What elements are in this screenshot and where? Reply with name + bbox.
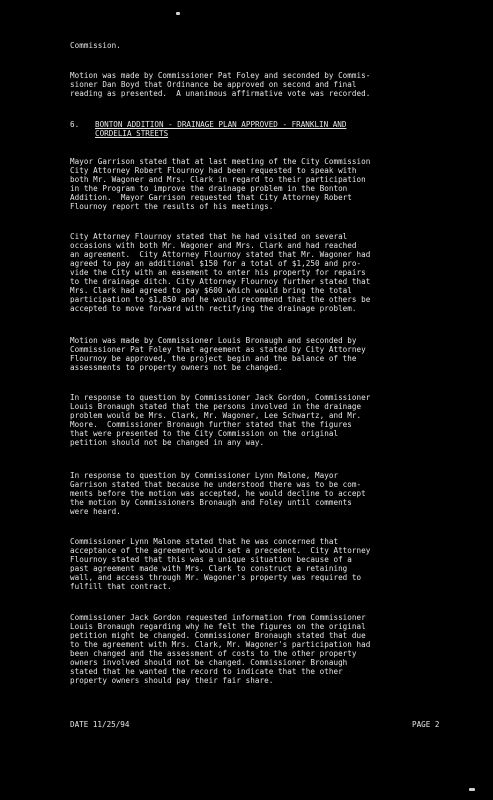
- page-number: PAGE 2: [412, 720, 440, 729]
- paragraph-line: Addition. Mayor Garrison requested that City Attorney Robert: [70, 193, 352, 202]
- page-date: DATE 11/25/94: [70, 720, 130, 729]
- paragraph-line: Louis Bronaugh stated that the persons involved in the drainage: [70, 402, 362, 411]
- paragraph-line: Commissioner Lynn Malone stated that he was concerned that: [70, 537, 339, 546]
- paragraph-line: In response to question by Commissioner Lynn Malone, Mayor: [70, 471, 339, 480]
- motion-line: Motion was made by Commissioner Pat Foley and seconded by Commis-: [70, 71, 371, 80]
- section-heading: BONTON ADDITION - DRAINAGE PLAN APPROVED - FRANKLIN AND: [95, 120, 347, 129]
- paragraph-line: accepted to move forward with rectifying the drainage problem.: [70, 304, 357, 313]
- paragraph-line: Flournoy be approved, the project begin and the balance of the: [70, 354, 357, 363]
- paragraph-line: Garrison stated that because he understood there was to be com-: [70, 480, 362, 489]
- scan-speck: [176, 12, 180, 15]
- paragraph-line: Mayor Garrison stated that at last meeting of the City Commission: [70, 157, 371, 166]
- paragraph-line: to the agreement with Mrs. Clark, Mr. Wagoner's participation had: [70, 640, 371, 649]
- paragraph-line: both Mr. Wagoner and Mrs. Clark in regard to their participation: [70, 175, 366, 184]
- paragraph-line: the motion by Commissioners Bronaugh and Foley until comments: [70, 498, 352, 507]
- paragraph-line: an agreement. City Attorney Flournoy stated that Mr. Wagoner had: [70, 250, 371, 259]
- scan-speck: [469, 788, 475, 791]
- motion-line: sioner Dan Boyd that Ordinance be approved on second and final: [70, 80, 357, 89]
- motion-line: reading as presented. A unanimous affirmative vote was recorded.: [70, 89, 371, 98]
- paragraph-line: fulfill that contract.: [70, 582, 172, 591]
- paragraph-line: owners involved should not be changed. Commissioner Bronaugh: [70, 658, 348, 667]
- section-heading: CORDELIA STREETS: [95, 129, 169, 138]
- paragraph-line: Mrs. Clark had agreed to pay $600 which would bring the total: [70, 286, 352, 295]
- paragraph-line: to the drainage ditch. City Attorney Flournoy further stated that: [70, 277, 371, 286]
- paragraph-line: City Attorney Robert Flournoy had been requested to speak with: [70, 166, 357, 175]
- paragraph-line: property owners should pay their fair share.: [70, 676, 274, 685]
- paragraph-line: in the Program to improve the drainage problem in the Bonton: [70, 184, 348, 193]
- paragraph-line: ments before the motion was accepted, he would decline to accept: [70, 489, 366, 498]
- paragraph-line: were heard.: [70, 507, 121, 516]
- paragraph-line: participation to $1,850 and he would recommend that the others be: [70, 295, 371, 304]
- paragraph-line: been changed and the assessment of costs to the other property: [70, 649, 357, 658]
- paragraph-line: stated that he wanted the record to indicate that the other: [70, 667, 343, 676]
- paragraph-line: Motion was made by Commissioner Louis Bronaugh and seconded by: [70, 336, 357, 345]
- paragraph-line: Flournoy stated that this was a unique situation because of a: [70, 555, 352, 564]
- paragraph-line: Commissioner Pat Foley that agreement as stated by City Attorney: [70, 345, 366, 354]
- paragraph-line: vide the City with an easement to enter his property for repairs: [70, 268, 366, 277]
- paragraph-line: past agreement made with Mrs. Clark to construct a retaining: [70, 564, 348, 573]
- paragraph-line: Moore. Commissioner Bronaugh further stated that the figures: [70, 420, 352, 429]
- paragraph-line: City Attorney Flournoy stated that he had visited on several: [70, 232, 348, 241]
- paragraph-line: acceptance of the agreement would set a precedent. City Attorney: [70, 546, 371, 555]
- paragraph-line: problem would be Mrs. Clark, Mr. Wagoner, Lee Schwartz, and Mr.: [70, 411, 362, 420]
- item-number: 6.: [70, 120, 80, 129]
- paragraph-line: Commissioner Jack Gordon requested information from Commissioner: [70, 613, 366, 622]
- paragraph-line: Louis Bronaugh regarding why he felt the figures on the original: [70, 622, 366, 631]
- paragraph-line: agreed to pay an additional $150 for a total of $1,250 and pro-: [70, 259, 362, 268]
- paragraph-line: wall, and access through Mr. Wagoner's property was required to: [70, 573, 362, 582]
- paragraph-line: petition might be changed. Commissioner Bronaugh stated that due: [70, 631, 366, 640]
- paragraph-line: occasions with both Mr. Wagoner and Mrs. Clark and had reached: [70, 241, 357, 250]
- paragraph-line: Flournoy report the results of his meetings.: [70, 202, 274, 211]
- paragraph-line: assessments to property owners not be changed.: [70, 363, 283, 372]
- paragraph-line: petition should not be changed in any way.: [70, 438, 265, 447]
- continuation-text: Commission.: [70, 41, 121, 50]
- paragraph-line: In response to question by Commissioner Jack Gordon, Commissioner: [70, 393, 371, 402]
- paragraph-line: that were presented to the City Commission on the original: [70, 429, 339, 438]
